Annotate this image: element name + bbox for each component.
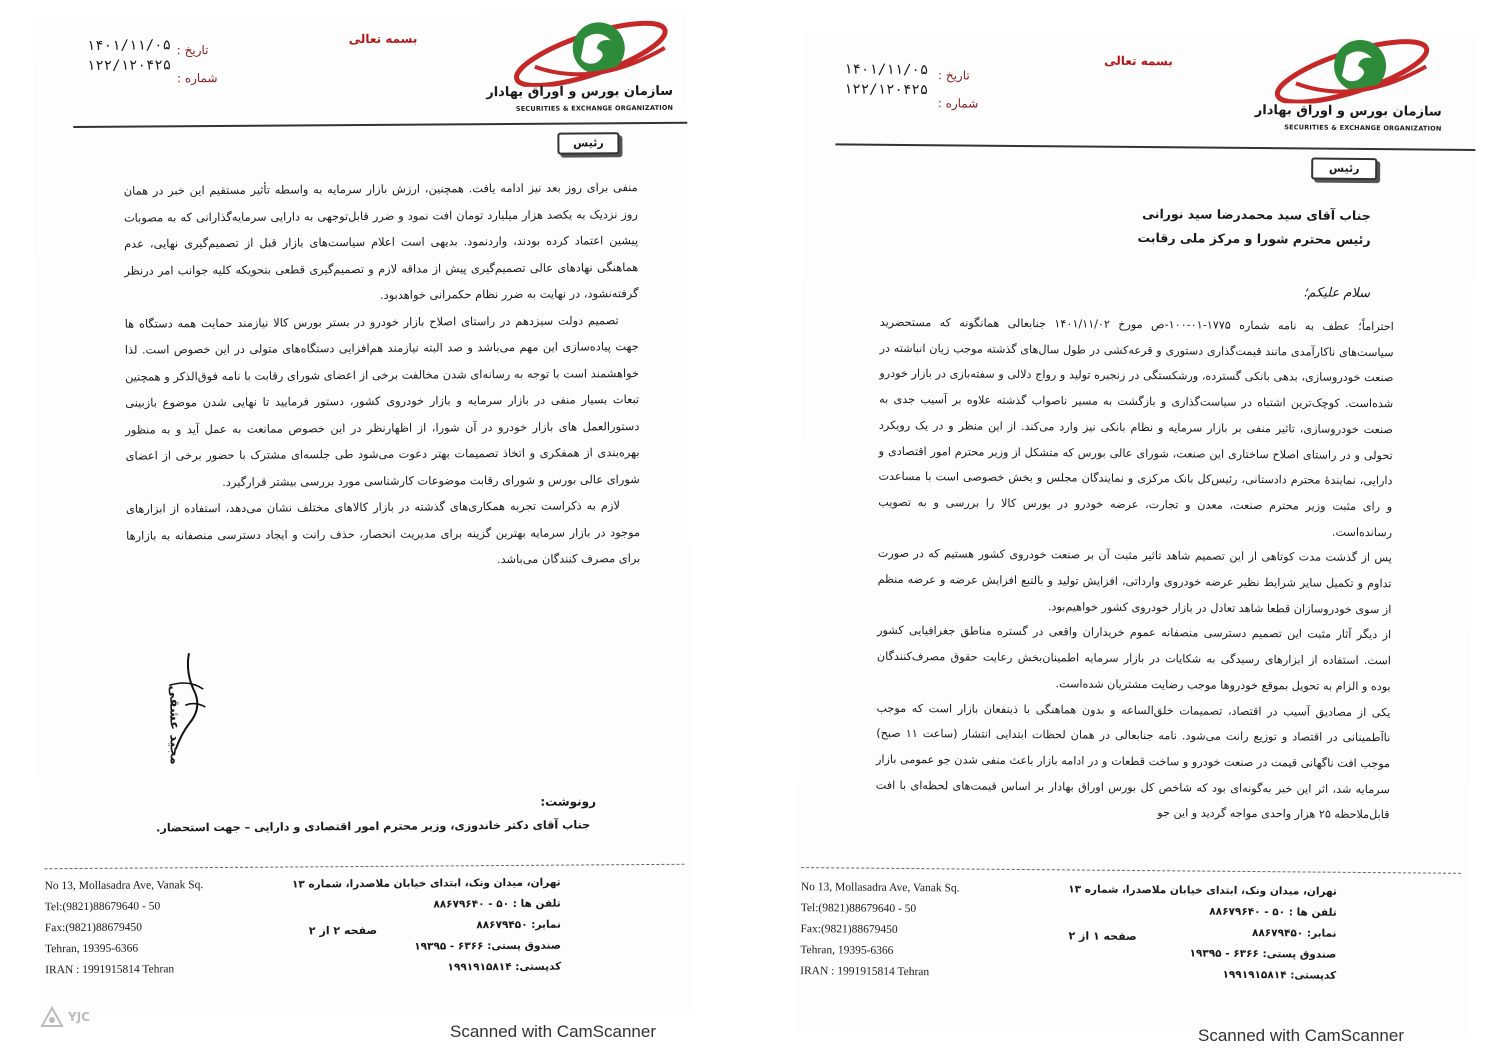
footer-rule bbox=[801, 867, 1461, 875]
header-rule bbox=[73, 122, 687, 128]
header-rule bbox=[835, 143, 1475, 151]
letter-page-2 bbox=[33, 12, 694, 1017]
footer-address-fa: تهران، میدان ونک، ابتدای خیابان ملاصدرا، شماره ۱۳ تلفن ها : ۵۰ - ۸۸۶۷۹۶۴۰ نمابر: ۸۸۶۷۹۴۵۰ صندوق پستی: ۶۳۶۶ - ۱۹۳۹۵ کدپستی: ۱۹۹۱۹۱۵۸۱۴ bbox=[291, 876, 562, 974]
cc-line: جناب آقای دکتر خاندوزی، وزیر محترم امور اقتصادی و دارایی – جهت استحضار. bbox=[156, 818, 591, 835]
letter-body bbox=[875, 310, 1393, 829]
org-name-fa: سازمان بورس و اوراق بهادار bbox=[486, 83, 674, 101]
body-paragraph: از دیگر آثار مثبت این تصمیم دسترسی منصفانه عموم خریداران واقعی در گستره مناطق جغرافیایی کشور است. استفاده از ابزارهای رسیدگی به شکایات در بازار سرمایه اطمینان‌بخش رعایت حقوق مصرف‌کنندگان بوده و الزام به تحویل بموقع خودروها موجب رضایت مشتریان شده‌است. bbox=[876, 624, 1392, 694]
watermark-text: YJC bbox=[68, 1010, 90, 1024]
signer-name: مجید عشقی bbox=[166, 685, 182, 765]
org-name-en: SECURITIES & EXCHANGE ORGANIZATION bbox=[515, 103, 674, 113]
footer-address-fa: تهران، میدان ونک، ابتدای خیابان ملاصدرا، شماره ۱۳ تلفن ها : ۵۰ - ۸۸۶۷۹۶۴۰ نمابر: ۸۸۶۷۹۴۵۰ صندوق پستی: ۶۳۶۶ - ۱۹۳۹۵ کدپستی: ۱۹۹۱۹۱۵۸۱۴ bbox=[1068, 883, 1337, 982]
basmala: بسمه تعالی bbox=[348, 31, 418, 47]
number-label: شماره : bbox=[937, 96, 979, 111]
footer-address-en: No 13, Mollasadra Ave, Vanak Sq. Tel:(9821)88679640 - 50 Fax:(9821)88679450 Tehran, 19395-6366 IRAN : 1991915814 Tehran bbox=[44, 879, 204, 977]
yjc-logo-icon bbox=[40, 1006, 64, 1030]
president-stamp: رئیس bbox=[1311, 158, 1377, 181]
body-paragraph: منفی برای روز بعد نیز ادامه یافت. همچنین، ارزش بازار سرمایه به واسطه تأثیر مستقیم این خبر در همان روز نزدیک به یکصد هزار میلیارد تومان افت نمود و ضرر قابل‌توجهی به دارایی سرمایه‌گذارانی که به مصوبات پیشین اعتماد کرده بودند، واردنمود. بدیهی است اعلام سیاست‌های بازار قبل از تصمیم‌گیری نهایی، عدم هماهنگی نهادهای عالی تصمیم‌گیری پیش از مداقه لازم و تصمیم‌گیری قطعی بنحویکه کلیه جوانب امر درنظر گرفته‌نشود، در نهایت به ضرر نظام حکمرانی خواهدبود. bbox=[123, 180, 639, 302]
page-number: صفحه ۱ از ۲ bbox=[1068, 929, 1137, 944]
body-paragraph: لازم به ذکراست تجربه همکاری‌های گذشته در بازار کالاهای مختلف نشان می‌دهد، استفاده از ابزارهای موجود در بازار سرمایه بهترین گزینه برای مدیریت انحصار، حذف رانت و ایجاد دسترسی منصفانه به بازارها برای مصرف کنندگان می‌باشد. bbox=[125, 498, 641, 567]
page-number: صفحه ۲ از ۲ bbox=[308, 923, 378, 938]
org-logo bbox=[486, 14, 682, 120]
scanner-label-right: Scanned with CamScanner bbox=[1198, 1026, 1405, 1045]
date-label: تاریخ : bbox=[176, 43, 209, 58]
date-value: ۱۴۰۱/۱۱/۰۵ bbox=[843, 61, 929, 79]
letter-number: ۱۲۲/۱۲۰۴۲۵ bbox=[86, 57, 172, 74]
signature bbox=[129, 645, 240, 765]
letter-number: ۱۲۲/۱۲۰۴۲۵ bbox=[843, 81, 929, 99]
basmala: بسمه تعالی bbox=[1104, 53, 1173, 69]
letter-page-1 bbox=[796, 31, 1477, 1037]
seo-logo-icon bbox=[505, 14, 681, 87]
recipient-name: جناب آقای سید محمدرضا سید نورانی bbox=[1142, 206, 1371, 224]
president-stamp: رئیس bbox=[557, 132, 619, 154]
letter-body bbox=[124, 174, 641, 575]
body-paragraph: تصمیم دولت سیزدهم در راستای اصلاح بازار خودرو در بستر بورس کالا نیازمند حمایت همه دستگاه ها جهت پیاده‌سازی این مهم می‌باشد و صد البته نیازمند هم‌افزایی دستگاه‌های متولی در این خصوص است. لذا خواهشمند است با توجه به رسانه‌ای شدن مخالفت برخی از اعضای شورای رقابت با نامه فوق‌الذکر و همچنین تبعات بسیار منفی در بازار سرمایه و بازار خودروی کشور، دستور فرمایید تا نهایی شدن موضوع بازبینی دستورالعمل های بازار خودرو در آن شورا، از اظهارنظر در این خصوص ممانعت به عمل آید و به منظور بهره‌بندی از همفکری و اتخاذ تصمیمات بهتر دعوت می‌شود طی جلسه‌ای مشترک با حضور برخی از اعضای شورای عالی بورس و شورای رقابت موضوعات کارشناسی مورد بررسی بیشتر قرارگیرد. bbox=[124, 312, 640, 489]
yjc-watermark bbox=[40, 1006, 110, 1032]
org-name-fa: سازمان بورس و اوراق بهادار bbox=[1254, 103, 1442, 120]
date-value: ۱۴۰۱/۱۱/۰۵ bbox=[86, 37, 172, 54]
footer-address-en: No 13, Mollasadra Ave, Vanak Sq. Tel:(9821)88679640 - 50 Fax:(9821)88679450 Tehran, 19395-6366 IRAN : 1991915814 Tehran bbox=[800, 881, 960, 979]
body-paragraph: احتراماً؛ عطف به نامه شماره ۱۷۷۵-۰۱-۱۰۰-ص مورخ ۱۴۰۱/۱۱/۰۲ جنابعالی همانگونه که مستحضرید سیاست‌های ناکارآمدی مانند قیمت‌گذاری دستوری و قرعه‌کشی در طول سال‌های گذشته موجب زیان انباشته در صنعت خودروسازی، بدهی بانکی گسترده، ورشکستگی در زنجیره تولید و رواج دلالی و سفته‌بازی در بازار خودرو شده‌است. کوچک‌ترین اشتباه در سیاست‌گذاری و بازگشت به مسیر ناصواب گذشته علاوه بر آسیب جدی به صنعت خودروسازی، تاثیر منفی بر بازار سرمایه و نظام بانکی نیز وارد می‌کند. از این منظر و در یک رویکرد تحولی و در راستای اصلاح ساختاری این صنعت، شورای عالی بورس که متشکل از وزیر محترم امور اقتصادی و دارایی، نمایندهٔ محترم دادستانی، رئیس‌کل بانک مرکزی و نمایندگان مجلس و بخش خصوصی است با مساعدت و رای مثبت وزیر محترم صنعت، معدن و تجارت، عرضه خودرو در بورس کالا را بررسی و به تصویب رسانده‌است. bbox=[878, 315, 1394, 539]
org-logo bbox=[1254, 31, 1446, 141]
body-paragraph: پس از گذشت مدت کوتاهی از این تصمیم شاهد تاثیر مثبت آن بر صنعت خودروی کشور هستیم که در صورت تداوم و تکمیل سایر شرایط نظیر عرضه خودروی وارداتی، افزایش تولید و بالتبع افزایش عرضه و عرضه منظم از سوی خودروسازان قطعا شاهد تعادل در بازار خودروی کشور خواهیم‌بود. bbox=[877, 547, 1392, 616]
footer-rule bbox=[44, 864, 684, 870]
body-paragraph: یکی از مصادیق آسیب در اقتصاد، تصمیمات خلق‌الساعه و بدون هماهنگی با ذینفعان بازار است که موجب ناآطمینانی در اقتصاد و توزیع رانت می‌شود. نامه جنابعالی در همان لحظات ابتدایی انتشار (ساعت ۱۱ صبح) موجب افت ناگهانی قیمت در صنعت خودرو و ساخت قطعات و در ادامه بازار باعث منفی شدن جو عمومی بازار سرمایه شد، اثر این خبر به‌گونه‌ای بود که شاخص کل بورس اوراق بهادار بر اساس قیمت‌های لحظه‌ای با افت قابل‌ملاحظه ۲۵ هزار واحدی مواجه گردید و این جو bbox=[875, 701, 1391, 822]
seo-logo-icon bbox=[1266, 31, 1443, 105]
org-name-en: SECURITIES & EXCHANGE ORGANIZATION bbox=[1284, 123, 1442, 133]
scanner-label-left: Scanned with CamScanner bbox=[450, 1022, 657, 1041]
greeting: سلام علیکم؛ bbox=[1303, 285, 1371, 302]
cc-title: رونوشت: bbox=[540, 794, 597, 809]
recipient-title: رئیس محترم شورا و مرکز ملی رقابت bbox=[1137, 230, 1371, 248]
handwritten-signature-icon bbox=[129, 645, 240, 756]
number-label: شماره : bbox=[176, 71, 218, 86]
date-label: تاریخ : bbox=[937, 68, 970, 83]
